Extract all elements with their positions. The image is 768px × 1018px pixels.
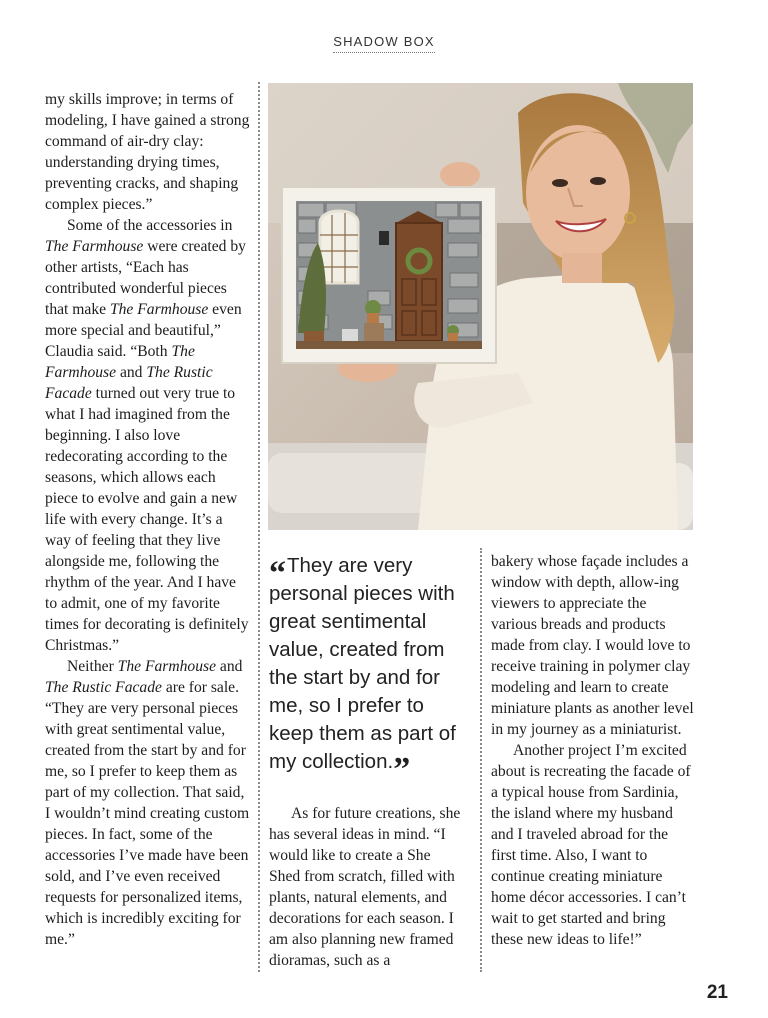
text-run: and [116, 364, 147, 381]
section-label [0, 34, 768, 53]
text-run: Another project I’m excited about is recreating the facade of a typical house from Sardinia, the island where my husband and I traveled abroad for the first time. Also, I want to continue creating miniature home décor accessories. I can’t wait to get started and bring these new ideas to life!” [491, 742, 691, 948]
paragraph [45, 215, 250, 656]
section-label-text: SHADOW BOX [333, 34, 435, 53]
text-run: turned out very true to what I had imagined from the beginning. I also love redecorating according to the seasons, which allows each piece to evolve and gain a new life with every change. It’s a way of feeling that they live alongside me, following the rhythm of the year. And I have to admit, one of my favorite times for decorating is definitely Christmas.” [45, 385, 249, 654]
text-run: were created by other artists, “Each has contributed wonderful pieces that make [45, 238, 246, 318]
paragraph [491, 551, 696, 740]
column-divider-right [480, 548, 482, 972]
italic-title: The Farmhouse [117, 658, 216, 675]
pull-quote-open-mark: “ [269, 555, 286, 592]
column-divider-left [258, 82, 260, 972]
pull-quote-text: They are very personal pieces with great sentimental value, created from the start by and for me, so I prefer to keep them as part of my collection. [269, 554, 456, 773]
article-column-3 [491, 551, 696, 950]
text-run: Neither [67, 658, 118, 675]
pull-quote [269, 552, 469, 788]
article-column-2 [269, 803, 465, 971]
italic-title: The Farmhouse [45, 238, 144, 255]
text-run: are for sale. “They are very personal pieces with great sentimental value, created from the start by and for me, so I prefer to keep them as part of my collection. That said, I wouldn’t mind creating custom pieces. In fact, some of the accessories I’ve made have been sold, and I’ve even received requests for personalized items, which is incredibly exciting for me.” [45, 679, 250, 948]
paragraph [491, 740, 696, 950]
pull-quote-close-mark: ” [393, 751, 411, 788]
italic-title: The Rustic Facade [45, 364, 213, 402]
feature-photo [268, 83, 693, 530]
italic-title: The Farmhouse [45, 343, 195, 381]
italic-title: The Farmhouse [109, 301, 209, 318]
page-number: 21 [706, 982, 728, 1003]
paragraph [45, 89, 250, 215]
text-run: and [216, 658, 243, 675]
paragraph [269, 803, 465, 971]
article-column-1 [45, 89, 250, 950]
text-run: my skills improve; in terms of modeling, I have gained a strong command of air-dry clay: understanding drying times, preventing cracks, and shaping complex pieces.” [45, 91, 250, 213]
paragraph [45, 656, 250, 950]
text-run: Some of the accessories in [67, 217, 233, 234]
text-run: As for future creations, she has several ideas in mind. “I would like to create a She Shed from scratch, filled with plants, natural elements, and decorations for each season. I am also planning new framed dioramas, such as a [269, 805, 461, 969]
italic-title: The Rustic Facade [45, 679, 162, 696]
text-run: even more special and beautiful,” Claudia said. “Both [45, 301, 242, 360]
text-run: bakery whose façade includes a window with depth, allow-ing viewers to appreciate the various breads and products made from clay. I would love to receive training in polymer clay modeling and learn to create miniature plants as another level in my journey as a miniaturist. [491, 553, 694, 738]
